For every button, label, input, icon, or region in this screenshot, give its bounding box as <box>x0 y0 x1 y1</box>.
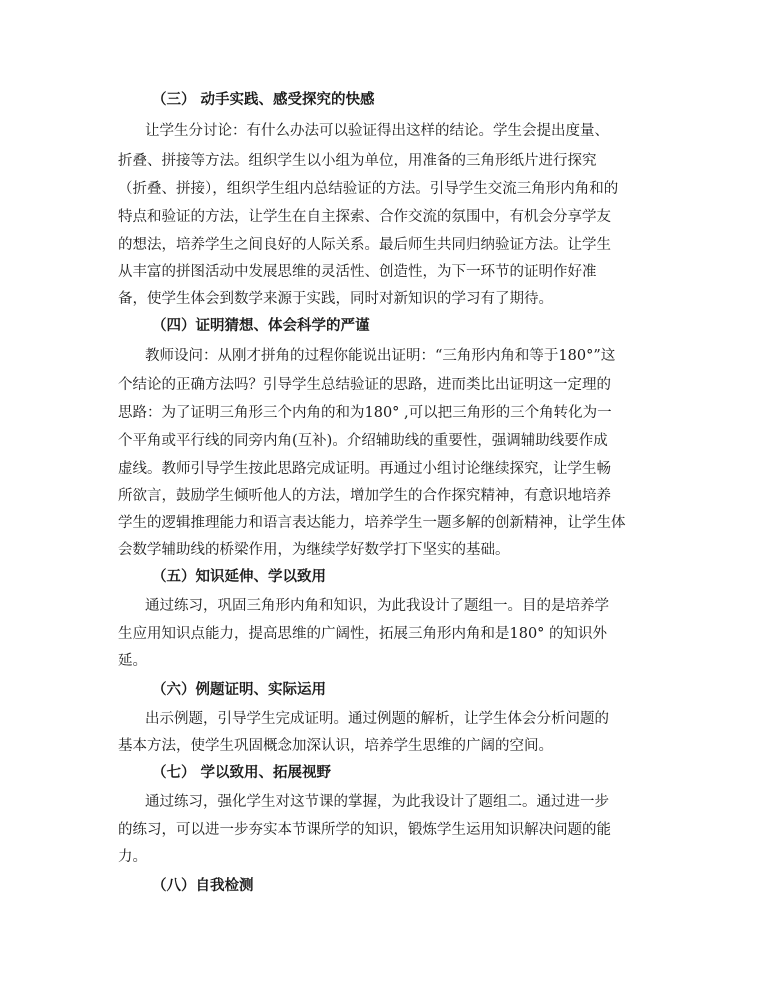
paragraph-line: 让学生分讨论：有什么办法可以验证得出这样的结论。学生会提出度量、 <box>145 123 609 139</box>
paragraph-line: 会数学辅助线的桥梁作用，为继续学好数学打下坚实的基础。 <box>118 542 510 558</box>
section-heading-7: （七） 学以致用、拓展视野 <box>152 764 332 781</box>
paragraph-line: 个结论的正确方法吗？引导学生总结验证的思路，进而类比出证明这一定理的 <box>118 377 611 393</box>
section-heading-5: （五）知识延伸、学以致用 <box>152 568 326 585</box>
paragraph-line: 备，使学生体会到数学来源于实践，同时对新知识的学习有了期待。 <box>118 291 553 307</box>
paragraph-line: 虚线。教师引导学生按此思路完成证明。再通过小组讨论继续探究，让学生畅 <box>118 461 611 477</box>
paragraph-line: 所欲言，鼓励学生倾听他人的方法，增加学生的合作探究精神，有意识地培养 <box>118 488 611 504</box>
paragraph-line: 的想法，培养学生之间良好的人际关系。最后师生共同归纳验证方法。让学生 <box>118 237 611 253</box>
paragraph-line: 的练习，可以进一步夯实本节课所学的知识，锻炼学生运用知识解决问题的能 <box>118 822 611 838</box>
section-heading-6: （六）例题证明、实际运用 <box>152 681 326 698</box>
paragraph-line: 特点和验证的方法，让学生在自主探索、合作交流的氛围中，有机会分享学友 <box>118 209 611 225</box>
paragraph-line: 个平角或平行线的同旁内角(互补)。介绍辅助线的重要性，强调辅助线要作成 <box>118 433 608 449</box>
paragraph-line: 力。 <box>118 849 147 865</box>
section-heading-4: （四）证明猜想、体会科学的严谨 <box>152 317 370 334</box>
paragraph-line: 基本方法，使学生巩固概念加深认识，培养学生思维的广阔的空间。 <box>118 738 553 754</box>
paragraph-line: 通过练习，巩固三角形内角和知识，为此我设计了题组一。目的是培养学 <box>145 598 609 614</box>
section-heading-3: （三） 动手实践、感受探究的快感 <box>152 91 375 108</box>
paragraph-line: 通过练习，强化学生对这节课的掌握，为此我设计了题组二。通过进一步 <box>145 794 609 810</box>
paragraph-line: 生应用知识点能力，提高思维的广阔性，拓展三角形内角和是180° 的知识外 <box>118 626 608 642</box>
paragraph-line: 出示例题，引导学生完成证明。通过例题的解析，让学生体会分析问题的 <box>145 711 609 727</box>
paragraph-line: 思路：为了证明三角形三个内角的和为180° ,可以把三角形的三个角转化为一 <box>118 405 612 421</box>
section-heading-8: （八）自我检测 <box>152 877 254 894</box>
paragraph-line: 学生的逻辑推理能力和语言表达能力，培养学生一题多解的创新精神，让学生体 <box>118 515 626 531</box>
paragraph-line: 教师设问：从刚才拼角的过程你能说出证明：“三角形内角和等于180°”这 <box>145 348 616 364</box>
paragraph-line: 延。 <box>118 653 147 669</box>
paragraph-line: （折叠、拼接），组织学生组内总结验证的方法。引导学生交流三角形内角和的 <box>118 181 619 197</box>
paragraph-line: 折叠、拼接等方法。组织学生以小组为单位，用准备的三角形纸片进行探究 <box>118 153 597 169</box>
paragraph-line: 从丰富的拼图活动中发展思维的灵活性、创造性，为下一环节的证明作好准 <box>118 264 597 280</box>
